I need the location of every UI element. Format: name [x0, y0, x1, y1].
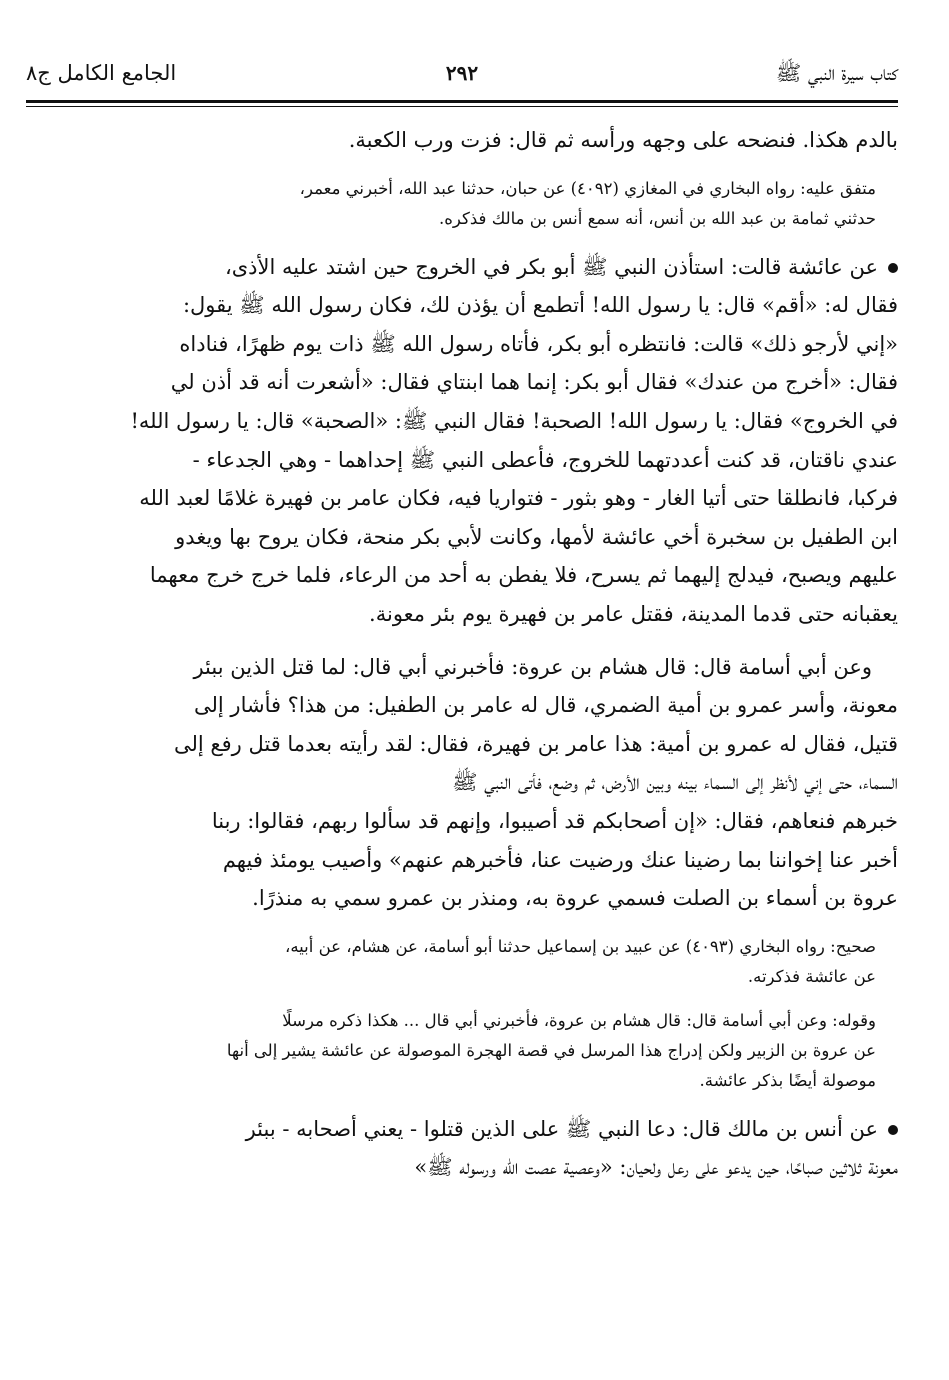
- text-line: [26, 1066, 876, 1096]
- footnote-paragraph: [26, 174, 898, 234]
- line-text: قتيل، فقال له عمرو بن أمية: هذا عامر بن فهيرة، فقال: لقد رأيته بعدما قتل رفع إلى: [174, 731, 898, 756]
- page: [26, 48, 898, 1187]
- header-rule-thick: [26, 100, 898, 103]
- bullet-icon: [888, 1125, 898, 1135]
- text-line: [26, 962, 876, 992]
- text-line: [26, 1148, 898, 1187]
- text-line: [26, 686, 898, 725]
- text-line: [26, 248, 898, 287]
- block-spacer: [26, 234, 898, 248]
- line-text: أخبر عنا إخواننا بما رضينا عنك ورضيت عنا، فأخبرهم عنهم» وأصيب يومئذ فيهم: [222, 847, 898, 872]
- text-line: [26, 763, 898, 802]
- text-line: [26, 441, 898, 480]
- line-text: حدثني ثمامة بن عبد الله بن أنس، أنه سمع أنس بن مالك فذكره.: [439, 208, 876, 228]
- footnote-paragraph: [26, 1006, 898, 1096]
- block-spacer: [26, 634, 898, 648]
- text-line: [26, 648, 898, 687]
- running-header: [26, 48, 898, 100]
- text-paragraph: [26, 248, 898, 634]
- bullet-icon: [888, 263, 898, 273]
- line-text: موصولة أيضًا بذكر عائشة.: [699, 1070, 876, 1090]
- line-text: فقال له: «أقم» قال: يا رسول الله! أتطمع أن يؤذن لك، فكان رسول الله ﷺ يقول:: [182, 293, 898, 318]
- line-text: فقال: «أخرج من عندك» فقال أبو بكر: إنما هما ابنتاي فقال: «أشعرت أنه قد أذن لي: [170, 370, 898, 395]
- text-line: [26, 556, 898, 595]
- text-line: [26, 363, 898, 402]
- book-volume-title: الجامع الكامل ج٨: [26, 61, 177, 85]
- line-text: عروة بن أسماء بن الصلت فسمي عروة به، ومنذر بن عمرو سمي به منذرًا.: [252, 886, 898, 911]
- text-line: [26, 725, 898, 764]
- text-line: [26, 841, 898, 880]
- text-line: [26, 325, 898, 364]
- header-rule-thin: [26, 106, 898, 107]
- text-line: [26, 286, 898, 325]
- text-line: [26, 879, 898, 918]
- line-text: معونة، وأسر عمرو بن أمية الضمري، قال له عامر بن الطفيل: من هذا؟ فأشار إلى: [194, 693, 898, 718]
- line-text: صحيح: رواه البخاري (٤٠٩٣) عن عبيد بن إسماعيل حدثنا أبو أسامة، عن هشام، عن أبيه،: [285, 936, 876, 956]
- line-text: عليهم ويصبح، فيدلج إليهما ثم يسرح، فلا يفطن به أحد من الرعاء، فلما خرج خرج معهما: [149, 563, 898, 588]
- text-line: [26, 174, 876, 204]
- line-text: «إني لأرجو ذلك» قالت: فانتظره أبو بكر، فأتاه رسول الله ﷺ ذات يوم ظهرًا، فناداه: [179, 331, 898, 356]
- line-text: وعن أبي أسامة قال: قال هشام بن عروة: فأخبرني أبي قال: لما قتل الذين ببئر: [193, 654, 872, 679]
- line-text: عن عائشة فذكرته.: [747, 966, 876, 986]
- line-text: عن عروة بن الزبير ولكن إدراج هذا المرسل في قصة الهجرة الموصولة عن عائشة يشير إلى أنها: [226, 1040, 876, 1060]
- text-paragraph: [26, 121, 898, 160]
- text-line: [26, 518, 898, 557]
- text-line: [26, 1006, 876, 1036]
- line-text: عن أنس بن مالك قال: دعا النبي ﷺ على الذين قتلوا - يعني أصحابه - ببئر: [245, 1116, 878, 1141]
- block-spacer: [26, 1096, 898, 1110]
- line-text: ابن الطفيل بن سخبرة أخي عائشة لأمها، وكانت لأبي بكر منحة، فكان يروح بها ويغدو: [175, 524, 898, 549]
- block-spacer: [26, 992, 898, 1006]
- page-number: ٢٩٢: [445, 61, 479, 85]
- line-text: معونة ثلاثين صباحًا، حين يدعو على رعل ولحيان: «وعصية عصت الله ورسوله ﷺ»: [414, 1155, 898, 1180]
- line-text: خبرهم فنعاهم، فقال: «إن أصحابكم قد أصيبوا، وإنهم قد سألوا ربهم، فقالوا: ربنا: [211, 808, 898, 833]
- text-line: [26, 595, 898, 634]
- book-section-title: كتاب سيرة النبي ﷺ: [775, 61, 898, 85]
- line-text: عندي ناقتان، قد كنت أعددتهما للخروج، فأعطى النبي ﷺ إحداهما - وهي الجدعاء -: [192, 447, 898, 472]
- line-text: فركبا، فانطلقا حتى أتيا الغار - وهو بثور - فتواريا فيه، فكان عامر بن فهيرة غلامًا لعبد الله: [139, 486, 898, 511]
- line-text: وقوله: وعن أبي أسامة قال: قال هشام بن عروة، فأخبرني أبي قال ... هكذا ذكره مرسلًا: [282, 1010, 876, 1030]
- line-text: متفق عليه: رواه البخاري في المغازي (٤٠٩٢) عن حبان، حدثنا عبد الله، أخبرني معمر،: [299, 178, 876, 198]
- text-line: [26, 1110, 898, 1149]
- line-text: يعقبانه حتى قدما المدينة، فقتل عامر بن فهيرة يوم بئر معونة.: [369, 601, 898, 626]
- block-spacer: [26, 160, 898, 174]
- text-line: [26, 932, 876, 962]
- text-paragraph: [26, 648, 898, 918]
- footnote-paragraph: [26, 932, 898, 992]
- line-text: السماء، حتى إني لأنظر إلى السماء بينه وبين الأرض، ثم وضع، فأتى النبي ﷺ: [452, 770, 898, 795]
- text-line: [26, 479, 898, 518]
- line-text: عن عائشة قالت: استأذن النبي ﷺ أبو بكر في الخروج حين اشتد عليه الأذى،: [224, 254, 878, 279]
- text-line: [26, 802, 898, 841]
- page-body: [26, 121, 898, 1187]
- line-text: بالدم هكذا. فنضحه على وجهه ورأسه ثم قال: فزت ورب الكعبة.: [348, 128, 898, 152]
- line-text: في الخروج» فقال: يا رسول الله! الصحبة! فقال النبي ﷺ: «الصحبة» قال: يا رسول الله!: [130, 408, 898, 433]
- text-line: [26, 1036, 876, 1066]
- text-paragraph: [26, 1110, 898, 1187]
- text-line: [26, 204, 876, 234]
- text-line: [26, 402, 898, 441]
- text-line: [26, 121, 898, 160]
- block-spacer: [26, 918, 898, 932]
